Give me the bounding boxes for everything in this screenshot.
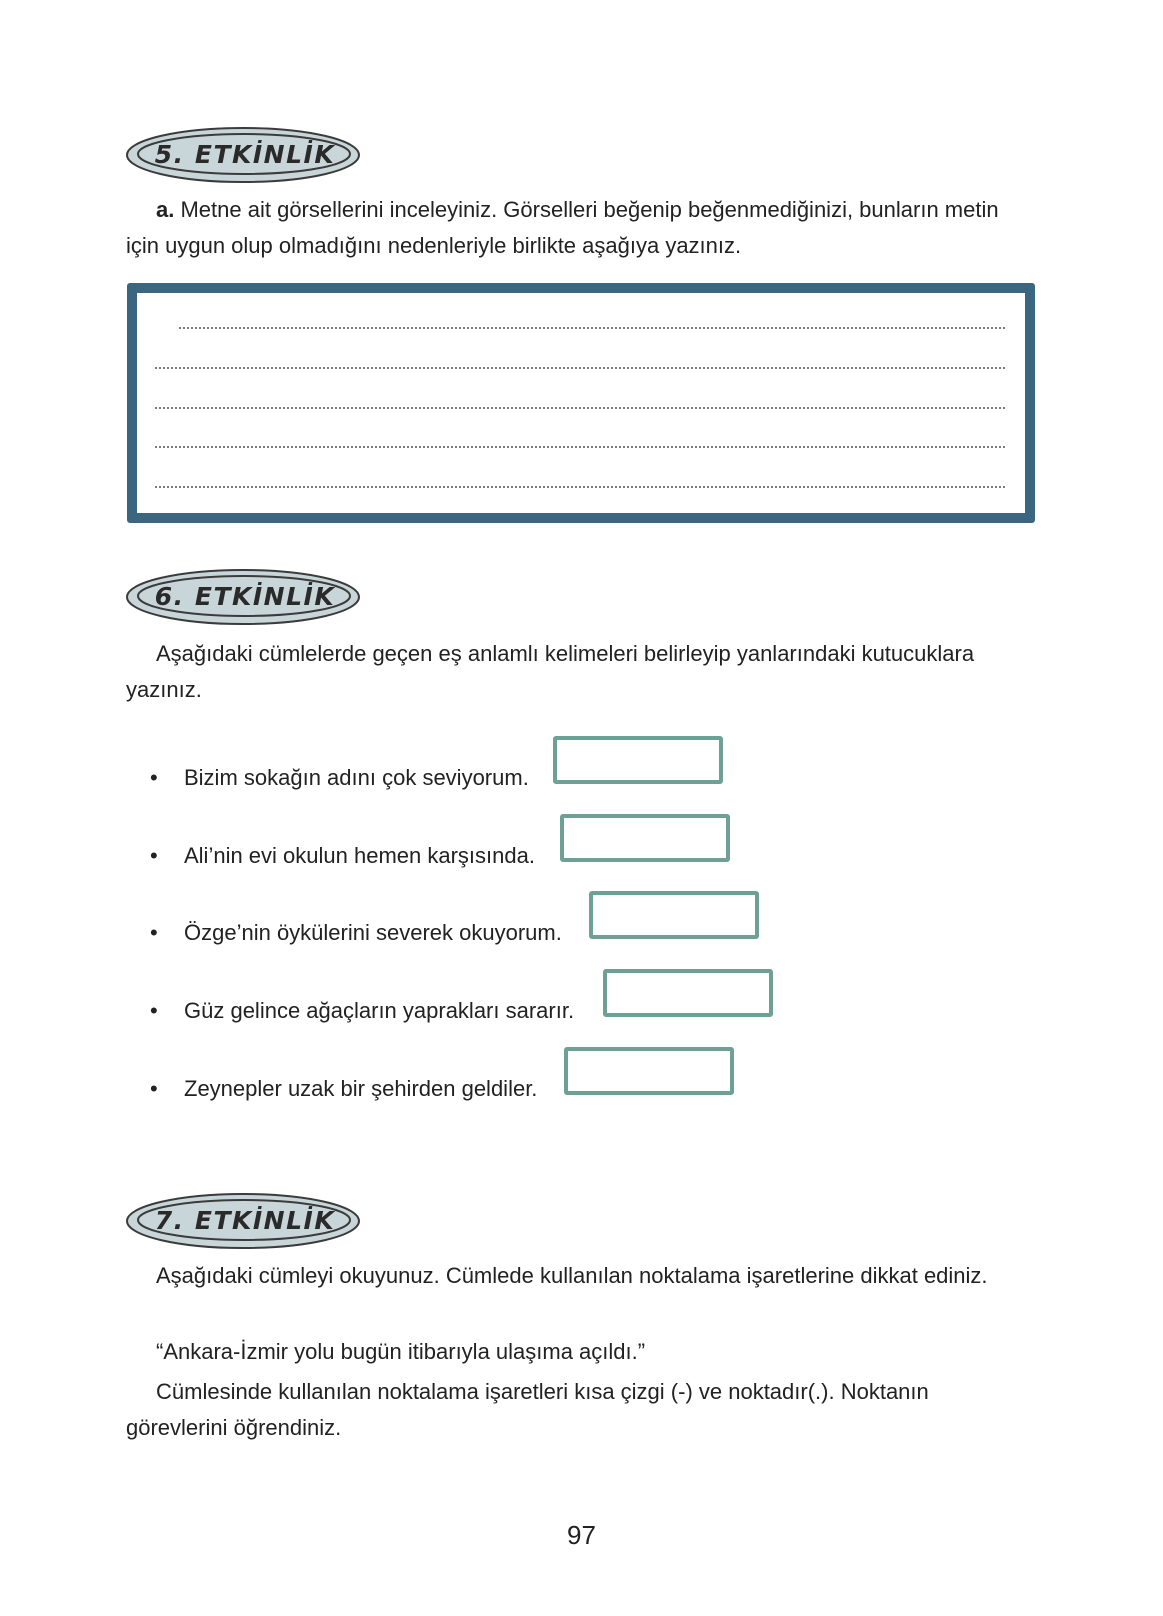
bullet-icon: • bbox=[150, 998, 158, 1023]
instruction-text: Aşağıdaki cümlelerde geçen eş anlamlı kelimeleri belirleyip yanlarındaki kutucuklara yazınız. bbox=[126, 641, 975, 702]
writing-line[interactable] bbox=[155, 486, 1005, 488]
answer-writing-area[interactable] bbox=[127, 283, 1035, 523]
activity-7-badge bbox=[125, 1190, 365, 1250]
writing-line[interactable] bbox=[155, 446, 1005, 448]
synonym-answer-box[interactable] bbox=[564, 1047, 734, 1095]
bullet-icon: • bbox=[150, 1076, 158, 1101]
sentence-item bbox=[150, 985, 574, 1037]
sentence-item bbox=[150, 1063, 537, 1115]
bullet-icon: • bbox=[150, 765, 158, 790]
instruction-text: Aşağıdaki cümleyi okuyunuz. Cümlede kullanılan noktalama işaretlerine dikkat ediniz. bbox=[156, 1263, 988, 1288]
instruction-text: Metne ait görsellerini inceleyiniz. Görselleri beğenip beğenmediğinizi, bunların metin için uygun olup olmadığını nedenleriyle birlikte aşağıya yazınız. bbox=[126, 197, 999, 258]
synonym-answer-box[interactable] bbox=[553, 736, 723, 784]
page-number: 97 bbox=[567, 1520, 596, 1550]
activity-5-instruction bbox=[126, 192, 1036, 264]
bullet-icon: • bbox=[150, 843, 158, 868]
sentence-item bbox=[150, 907, 562, 959]
sentence-text: Özge’nin öykülerini severek okuyorum. bbox=[184, 920, 562, 945]
activity-6-title: 6. ETKİNLİK bbox=[154, 581, 336, 611]
sentence-item bbox=[150, 752, 529, 804]
explanation-text: Cümlesinde kullanılan noktalama işaretleri kısa çizgi (-) ve noktadır(.). Noktanın görevlerini öğrendiniz. bbox=[126, 1379, 929, 1440]
synonym-answer-box[interactable] bbox=[589, 891, 759, 939]
writing-line[interactable] bbox=[155, 367, 1005, 369]
bullet-icon: • bbox=[150, 920, 158, 945]
sentence-text: Ali’nin evi okulun hemen karşısında. bbox=[184, 843, 535, 868]
activity-7-title: 7. ETKİNLİK bbox=[154, 1205, 336, 1235]
synonym-answer-box[interactable] bbox=[603, 969, 773, 1017]
writing-line[interactable] bbox=[155, 407, 1005, 409]
activity-7-explanation bbox=[126, 1374, 1036, 1446]
activity-7-instruction bbox=[126, 1258, 1036, 1294]
activity-7-quote bbox=[126, 1334, 1036, 1370]
synonym-answer-box[interactable] bbox=[560, 814, 730, 862]
activity-6-badge bbox=[125, 566, 365, 626]
sentence-item bbox=[150, 830, 535, 882]
activity-5-badge bbox=[125, 124, 365, 184]
sentence-text: Bizim sokağın adını çok seviyorum. bbox=[184, 765, 529, 790]
instruction-label: a. bbox=[156, 197, 175, 222]
sentence-text: Zeynepler uzak bir şehirden geldiler. bbox=[184, 1076, 538, 1101]
writing-line[interactable] bbox=[179, 327, 1005, 329]
activity-6-instruction bbox=[126, 636, 1036, 708]
sentence-text: Güz gelince ağaçların yaprakları sararır. bbox=[184, 998, 575, 1023]
quote-text: “Ankara-İzmir yolu bugün itibarıyla ulaşıma açıldı.” bbox=[156, 1339, 646, 1364]
activity-5-title: 5. ETKİNLİK bbox=[154, 139, 336, 169]
